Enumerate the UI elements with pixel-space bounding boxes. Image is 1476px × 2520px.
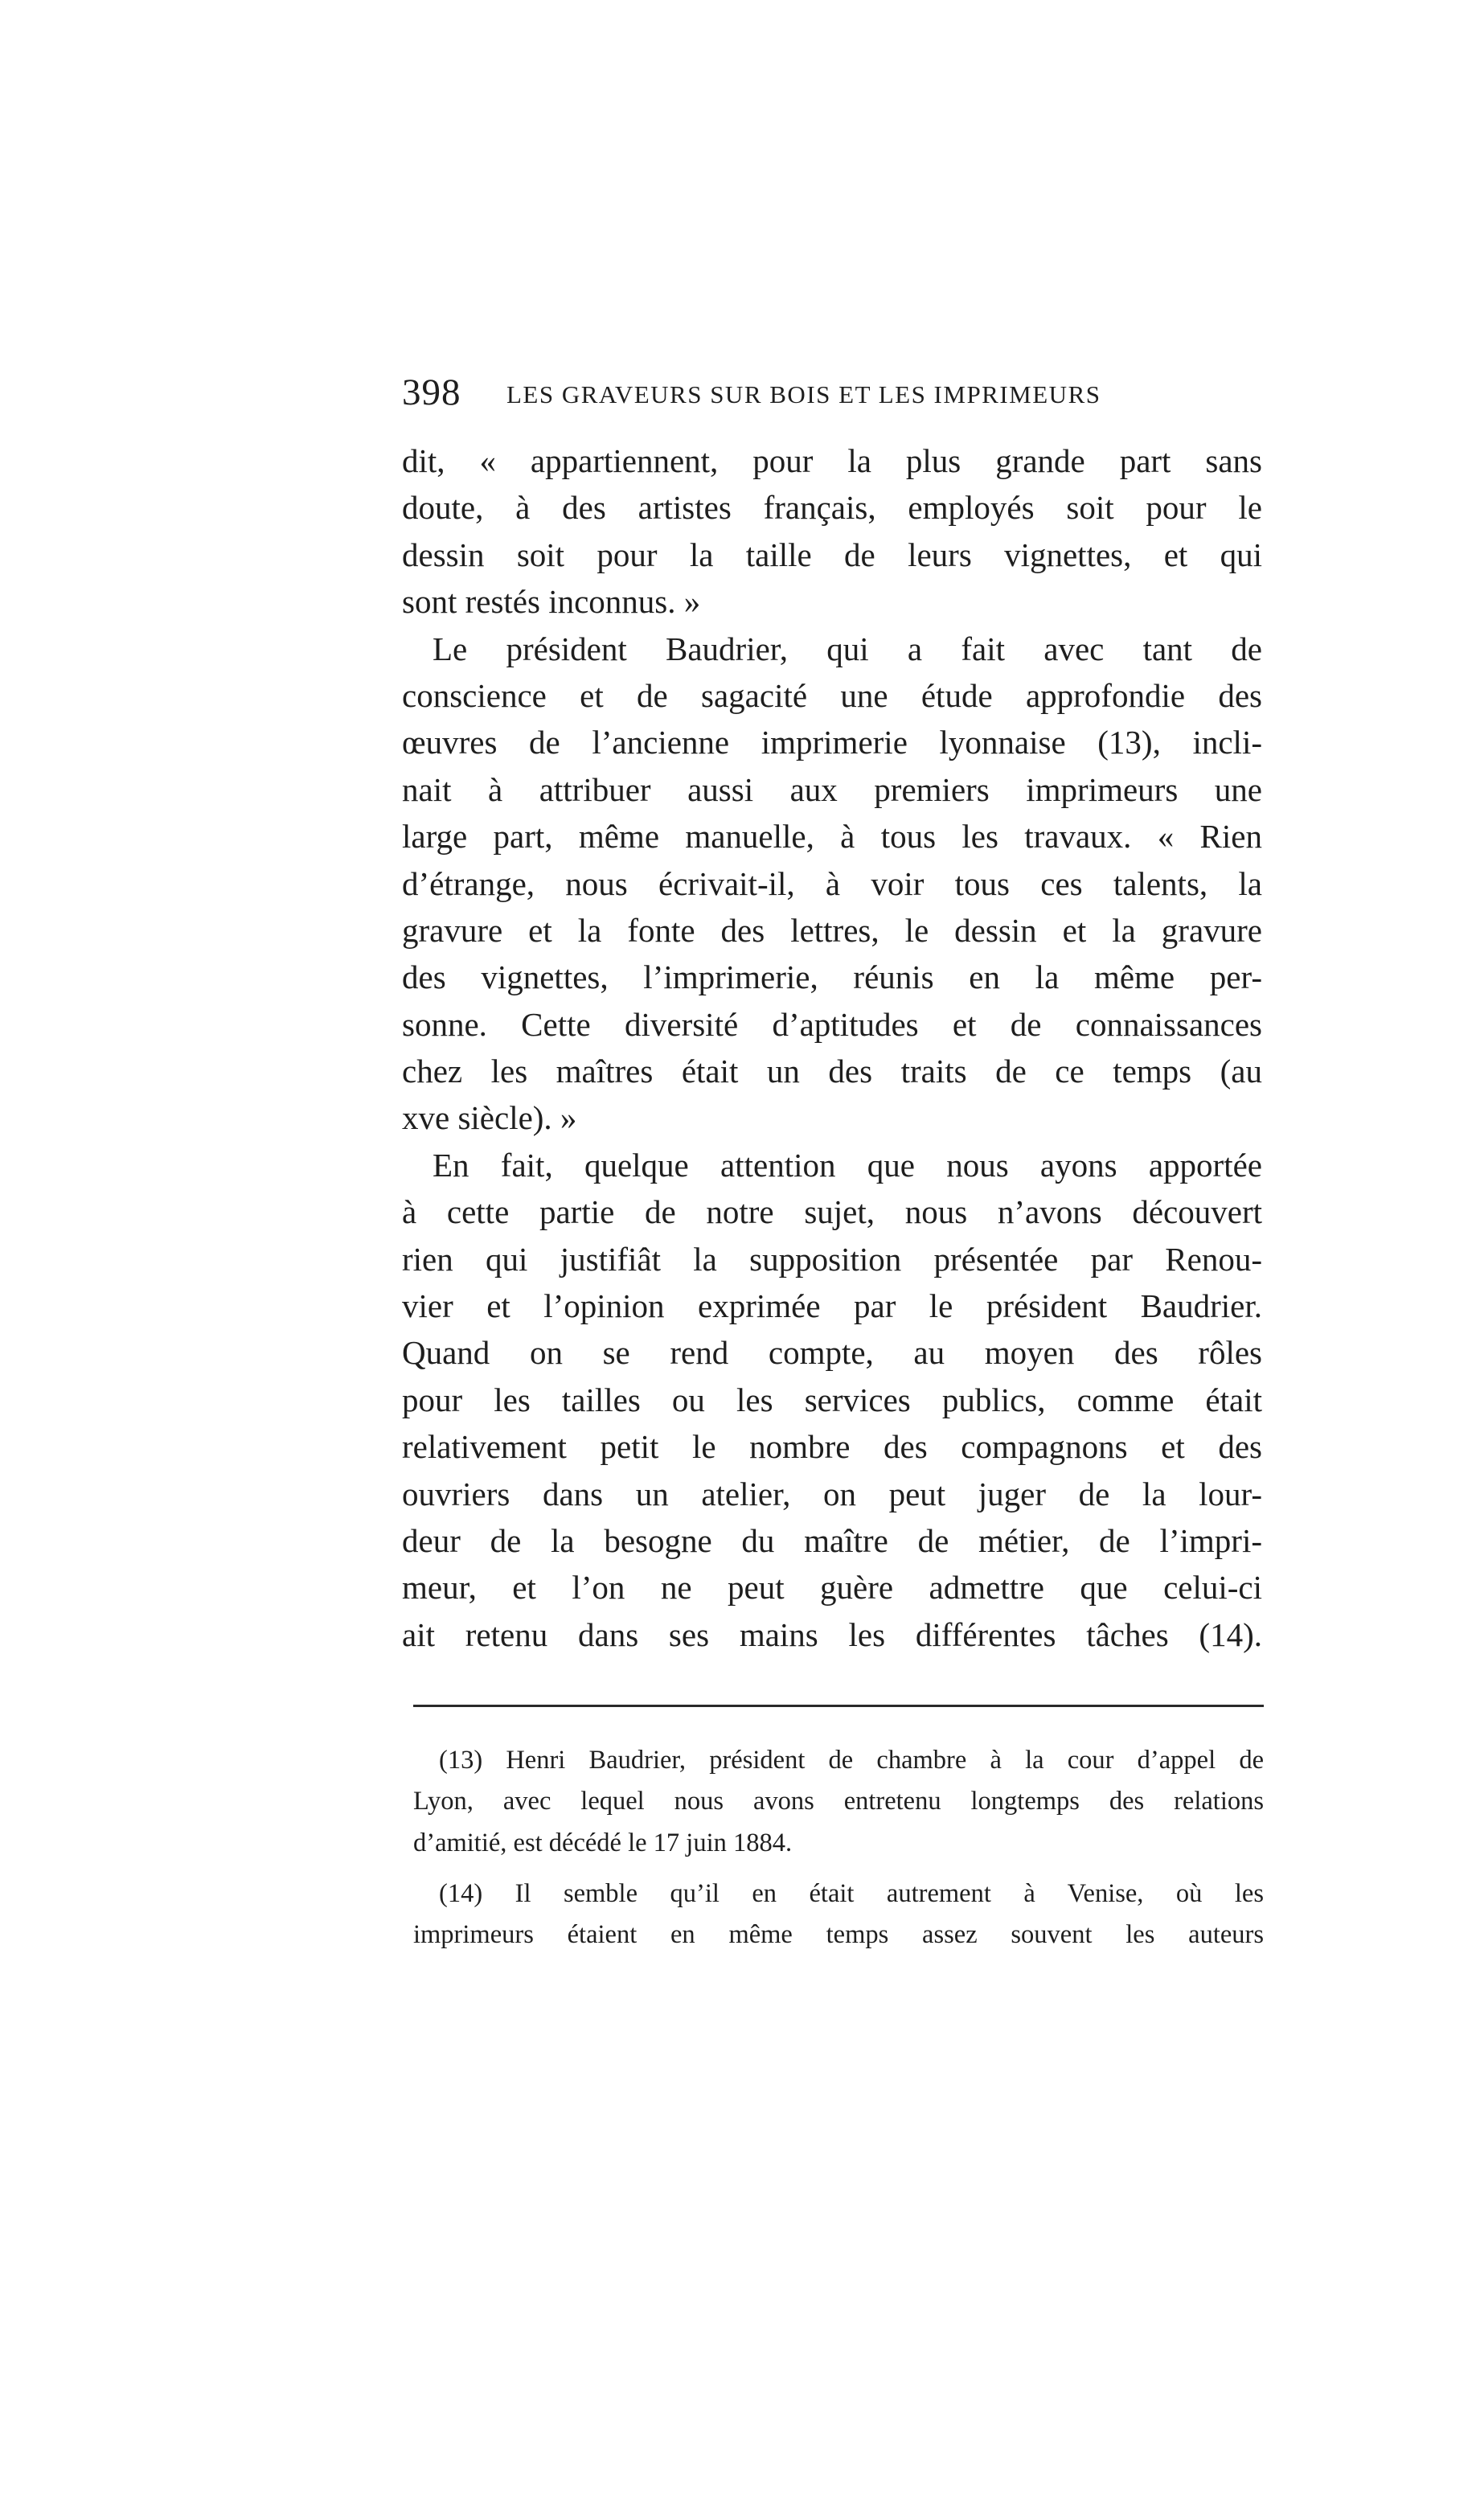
paragraph-start-line: En fait, quelque attention que nous ayons apportée	[433, 1146, 1262, 1184]
text-line: conscience et de sagacité une étude approfondie des	[402, 676, 1262, 714]
text-line: à cette partie de notre sujet, nous n’avons découvert	[402, 1193, 1262, 1231]
text-line: dit, « appartiennent, pour la plus grande part sans	[402, 442, 1262, 479]
text-line: ait retenu dans ses mains les différentes tâches (14).	[402, 1615, 1262, 1653]
text-line: doute, à des artistes français, employés soit pour le	[402, 489, 1262, 527]
page-header	[402, 368, 1262, 417]
footnote-line: imprimeurs étaient en même temps assez souvent les auteurs	[413, 1920, 1264, 1950]
footnote-13	[413, 1740, 1264, 1864]
running-title: LES GRAVEURS SUR BOIS ET LES IMPRIMEURS	[506, 380, 1101, 408]
text-line: sonne. Cette diversité d’aptitudes et de connaissances	[402, 1005, 1262, 1043]
footnote-line: Lyon, avec lequel nous avons entretenu longtemps des relations	[413, 1787, 1264, 1816]
text-line: sont restés inconnus. »	[402, 583, 701, 621]
text-line: nait à attribuer aussi aux premiers imprimeurs une	[402, 770, 1262, 808]
text-line: vier et l’opinion exprimée par le président Baudrier.	[402, 1287, 1262, 1325]
text-line: xve siècle). »	[402, 1099, 577, 1137]
footnotes	[413, 1740, 1264, 1956]
footnote-gap	[413, 1864, 1264, 1874]
footnote-line: d’amitié, est décédé le 17 juin 1884.	[413, 1828, 793, 1857]
text-line: relativement petit le nombre des compagnons et des	[402, 1428, 1262, 1466]
text-line: chez les maîtres était un des traits de ce temps (au	[402, 1053, 1262, 1090]
text-line: pour les tailles ou les services publics, comme était	[402, 1381, 1262, 1418]
text-line: Quand on se rend compte, au moyen des rôles	[402, 1334, 1262, 1372]
body-text	[402, 437, 1262, 1658]
text-line: deur de la besogne du maître de métier, de l’impri-	[402, 1521, 1262, 1559]
footnote-line: (13) Henri Baudrier, président de chambre à la cour d’appel de	[439, 1746, 1264, 1775]
text-line: des vignettes, l’imprimerie, réunis en la même per-	[402, 958, 1262, 996]
footnote-14	[413, 1874, 1264, 1956]
text-line: gravure et la fonte des lettres, le dessin et la gravure	[402, 911, 1262, 949]
page-number: 398	[402, 371, 461, 413]
text-line: œuvres de l’ancienne imprimerie lyonnaise (13), incli-	[402, 724, 1262, 761]
footnote-rule	[413, 1705, 1264, 1707]
text-line: large part, même manuelle, à tous les travaux. « Rien	[402, 818, 1262, 856]
footnote-line: (14) Il semble qu’il en était autrement à Venise, où les	[439, 1878, 1264, 1908]
text-line: rien qui justifiât la supposition présentée par Renou-	[402, 1240, 1262, 1278]
text-line: ouvriers dans un atelier, on peut juger de la lour-	[402, 1475, 1262, 1512]
text-line: meur, et l’on ne peut guère admettre que celui-ci	[402, 1569, 1262, 1607]
paragraph-start-line: Le président Baudrier, qui a fait avec tant de	[433, 630, 1262, 667]
text-line: dessin soit pour la taille de leurs vignettes, et qui	[402, 536, 1262, 573]
text-line: d’étrange, nous écrivait-il, à voir tous ces talents, la	[402, 864, 1262, 902]
